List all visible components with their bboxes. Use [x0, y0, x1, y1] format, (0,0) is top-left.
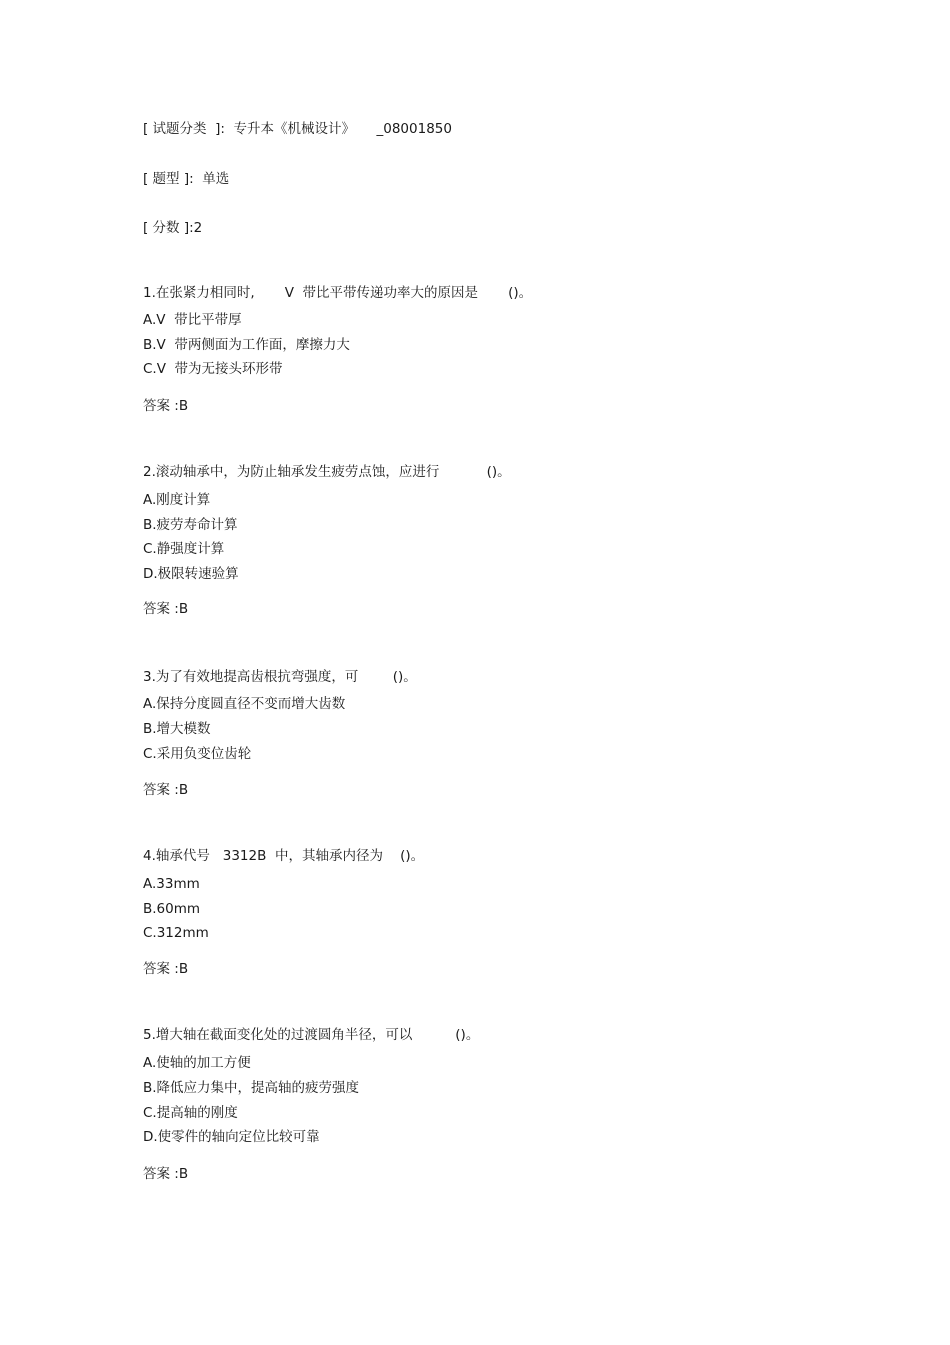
question-5-option-d: D.使零件的轴向定位比较可靠	[143, 1129, 320, 1145]
question-3-option-a: A.保持分度圆直径不变而增大齿数	[143, 696, 346, 712]
question-3-stem: 3.为了有效地提高齿根抗弯强度，可 ()。	[143, 669, 417, 685]
question-2-stem: 2.滚动轴承中，为防止轴承发生疲劳点蚀，应进行 ()。	[143, 464, 511, 480]
question-5-option-b: B.降低应力集中，提高轴的疲劳强度	[143, 1080, 360, 1096]
test-category: [ 试题分类 ]: 专升本《机械设计》 _08001850	[143, 121, 452, 137]
question-5-option-c: C.提高轴的刚度	[143, 1105, 238, 1121]
question-score: [ 分数 ]:2	[143, 220, 203, 236]
question-2-option-b: B.疲劳寿命计算	[143, 517, 238, 533]
question-type: [ 题型 ]: 单选	[143, 171, 230, 187]
question-2-option-c: C.静强度计算	[143, 541, 225, 557]
question-4-option-c: C.312mm	[143, 925, 209, 941]
question-4-option-a: A.33mm	[143, 876, 200, 892]
question-3-answer: 答案 :B	[143, 782, 189, 798]
question-4-option-b: B.60mm	[143, 901, 201, 917]
question-3-option-b: B.增大模数	[143, 721, 211, 737]
question-1-option-a: A.V 带比平带厚	[143, 312, 242, 328]
question-1-option-c: C.V 带为无接头环形带	[143, 361, 283, 377]
question-2-option-a: A.刚度计算	[143, 492, 211, 508]
question-2-option-d: D.极限转速验算	[143, 566, 239, 582]
question-1-option-b: B.V 带两侧面为工作面，摩擦力大	[143, 337, 350, 353]
question-3-option-c: C.采用负变位齿轮	[143, 746, 252, 762]
question-2-answer: 答案 :B	[143, 601, 189, 617]
question-4-stem: 4.轴承代号 3312B 中，其轴承内径为 ()。	[143, 848, 425, 864]
question-1-answer: 答案 :B	[143, 398, 189, 414]
question-5-stem: 5.增大轴在截面变化处的过渡圆角半径，可以 ()。	[143, 1027, 480, 1043]
question-4-answer: 答案 :B	[143, 961, 189, 977]
question-5-answer: 答案 :B	[143, 1166, 189, 1182]
question-1-stem: 1.在张紧力相同时, V 带比平带传递功率大的原因是 ()。	[143, 285, 533, 301]
question-5-option-a: A.使轴的加工方便	[143, 1055, 251, 1071]
